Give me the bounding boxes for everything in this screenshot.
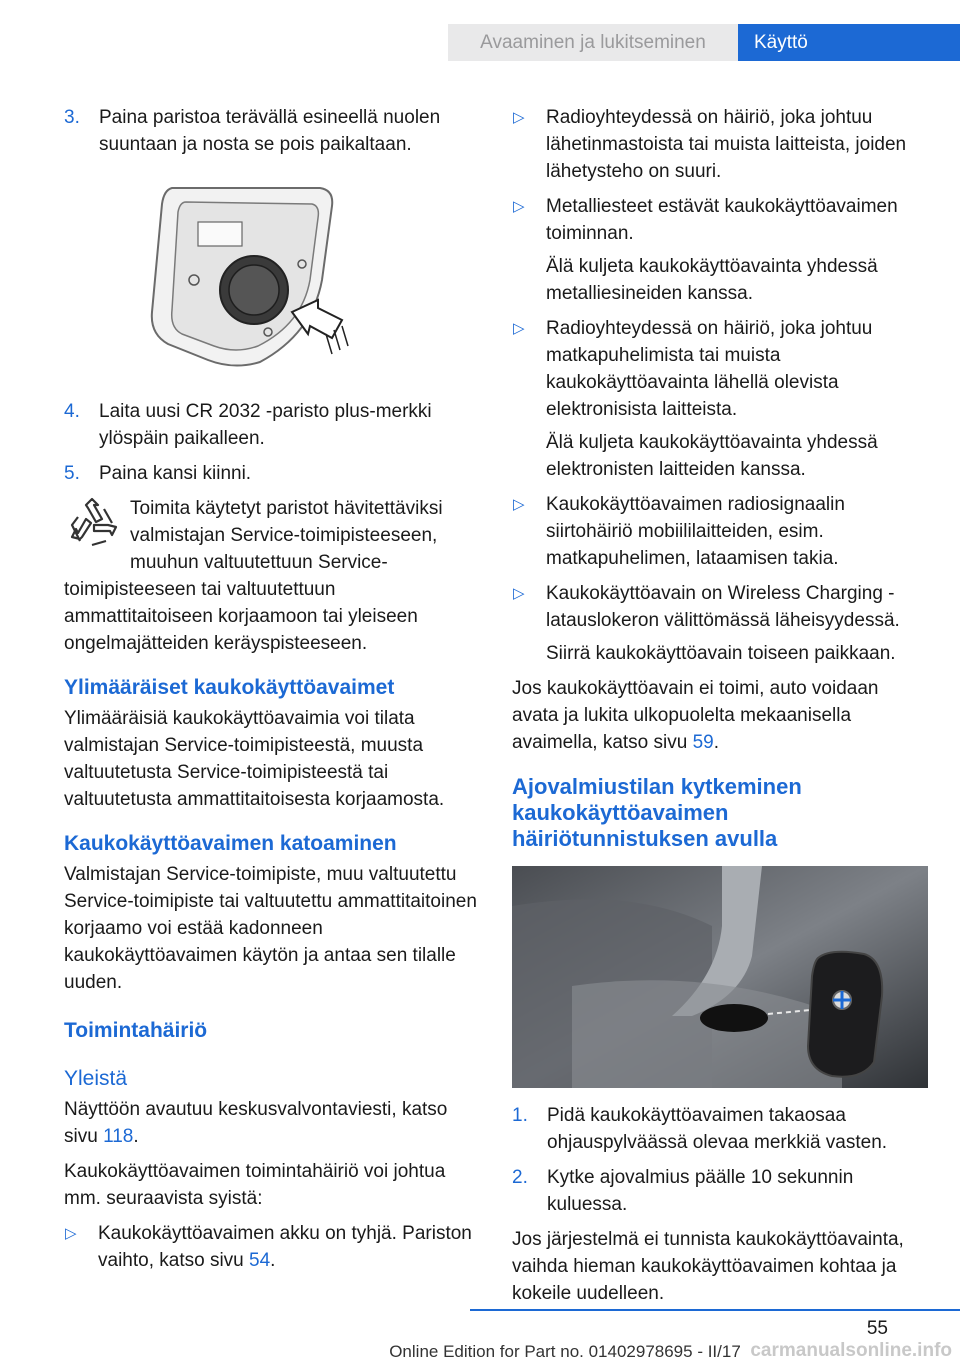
extra-keys-text: Ylimääräisiä kaukokäyttöavaimia voi tilata valmistajan Service-toimipisteestä, muusta valtuutetusta Service-toimipisteestä tai valtuutetusta ammattitaitoisesta korjaamosta. — [64, 708, 445, 810]
page-link-54[interactable]: 54 — [249, 1250, 271, 1271]
step-text: Paina paristoa terävällä esineellä nuolen suuntaan ja nosta se pois paikaltaan. — [99, 107, 441, 155]
cause-bullet-phones: ▷ Radioyhteydessä on häiriö, joka johtuu matkapuhelimista tai muista kaukokäyttöavainta lähellä olevista elektronisista laitteista. Älä kuljeta kaukokäyttöavainta yhdessä elektronisten laitteiden kanssa. — [512, 315, 928, 483]
bullet-triangle-icon: ▷ — [513, 198, 525, 215]
step-number: 4. — [64, 401, 80, 422]
step-number: 3. — [64, 107, 80, 128]
bullet-triangle-icon: ▷ — [65, 1225, 77, 1242]
heading-extra-keys: Ylimääräiset kaukokäyttöavaimet — [64, 676, 395, 699]
heading-malfunction: Toimintahäiriö — [64, 1019, 208, 1042]
watermark: carmanualsonline.info — [750, 1340, 952, 1361]
page-link-118[interactable]: 118 — [103, 1126, 134, 1147]
step-text: Laita uusi CR 2032 -paristo plus-merkki ylöspäin paikalleen. — [99, 401, 432, 449]
bullet-triangle-icon: ▷ — [513, 585, 525, 602]
drive-step-1: 1. Pidä kaukokäyttöavaimen takaosaa ohjauspylväässä olevaa merkkiä vasten. — [512, 1102, 928, 1156]
bullet-triangle-icon: ▷ — [513, 496, 525, 513]
lost-key-text: Valmistajan Service-toimipiste, muu valtuutettu Service-toimipiste tai valtuutettu ammattitaitoinen korjaamo voi estää kadonneen kaukokäyttöavaimen käytön ja antaa sen tilalle uuden. — [64, 864, 477, 993]
cause-bullet-metal: ▷ Metalliesteet estävät kaukokäyttöavaimen toiminnan. Älä kuljeta kaukokäyttöavainta yhdessä metalliesineiden kanssa. — [512, 193, 928, 307]
header-chapter-tab: Käyttö — [738, 24, 960, 61]
causes-text: Kaukokäyttöavaimen toimintahäiriö voi johtua mm. seuraavista syistä: — [64, 1161, 446, 1209]
step-5 — [64, 460, 478, 487]
heading-lost-key: Kaukokäyttöavaimen katoaminen — [64, 832, 397, 855]
step-3 — [64, 104, 478, 158]
cause-bullet-charging: ▷ Kaukokäyttöavaimen radiosignaalin siirtohäiriö mobiililaitteiden, esim. matkapuhelimen, lataamisen takia. — [512, 491, 928, 572]
step-number: 5. — [64, 463, 80, 484]
bullet-triangle-icon: ▷ — [513, 109, 525, 126]
footer-divider — [470, 1309, 960, 1311]
footer-edition: Online Edition for Part no. 01402978695 - II/17 — [389, 1342, 741, 1361]
recycle-note — [64, 495, 478, 657]
heading-drive-ready: Ajovalmiustilan kytkeminen kaukokäyttöavaimen häiriötunnistuksen avulla — [512, 774, 802, 851]
page-link-59[interactable]: 59 — [692, 732, 714, 753]
drive-step-2: 2. Kytke ajovalmius päälle 10 sekunnin kuluessa. — [512, 1164, 928, 1218]
mechanical-key-text: Jos kaukokäyttöavain ei toimi, auto voidaan avata ja lukita ulkopuolelta mekaanisella avaimella, katso sivu 59. — [512, 678, 879, 753]
recycle-note-text: Toimita käytetyt paristot hävitettäviksi valmistajan Service-toimipisteeseen, muuhun valtuutettuun Service-toimipisteeseen tai valtuutettuun ammattitaitoiseen korjaamoon tai yleiseen ongelmajätteiden keräyspisteeseen. — [64, 498, 443, 654]
right-column — [512, 104, 928, 1315]
left-column — [64, 104, 478, 1282]
step-number: 2. — [512, 1167, 528, 1188]
general-text: Näyttöön avautuu keskusvalvontaviesti, katso sivu 118. — [64, 1099, 448, 1147]
recycle-icon — [64, 495, 120, 551]
retry-text: Jos järjestelmä ei tunnista kaukokäyttöavainta, vaihda hieman kaukokäyttöavaimen kohtaa ja kokeile uudelleen. — [512, 1229, 904, 1304]
cause-bullet-wireless: ▷ Kaukokäyttöavain on Wireless Charging -latauslokeron välittömässä läheisyydessä. Siirrä kaukokäyttöavain toiseen paikkaan. — [512, 580, 928, 667]
page-number: 55 — [866, 1318, 888, 1339]
key-battery-illustration — [142, 184, 356, 370]
cause-bullet-battery: ▷ Kaukokäyttöavaimen akku on tyhjä. Pariston vaihto, katso sivu 54. — [64, 1220, 478, 1274]
step-4 — [64, 398, 478, 452]
header-section-title: Avaaminen ja lukitseminen — [448, 24, 738, 61]
steering-column-photo — [512, 866, 928, 1088]
step-text: Paina kansi kiinni. — [99, 463, 252, 484]
heading-general: Yleistä — [64, 1067, 128, 1090]
cause-bullet-radio-masts: ▷ Radioyhteydessä on häiriö, joka johtuu lähetinmastoista tai muista laitteista, joiden lähetysteho on suuri. — [512, 104, 928, 185]
step-number: 1. — [512, 1105, 528, 1126]
bullet-triangle-icon: ▷ — [513, 320, 525, 337]
